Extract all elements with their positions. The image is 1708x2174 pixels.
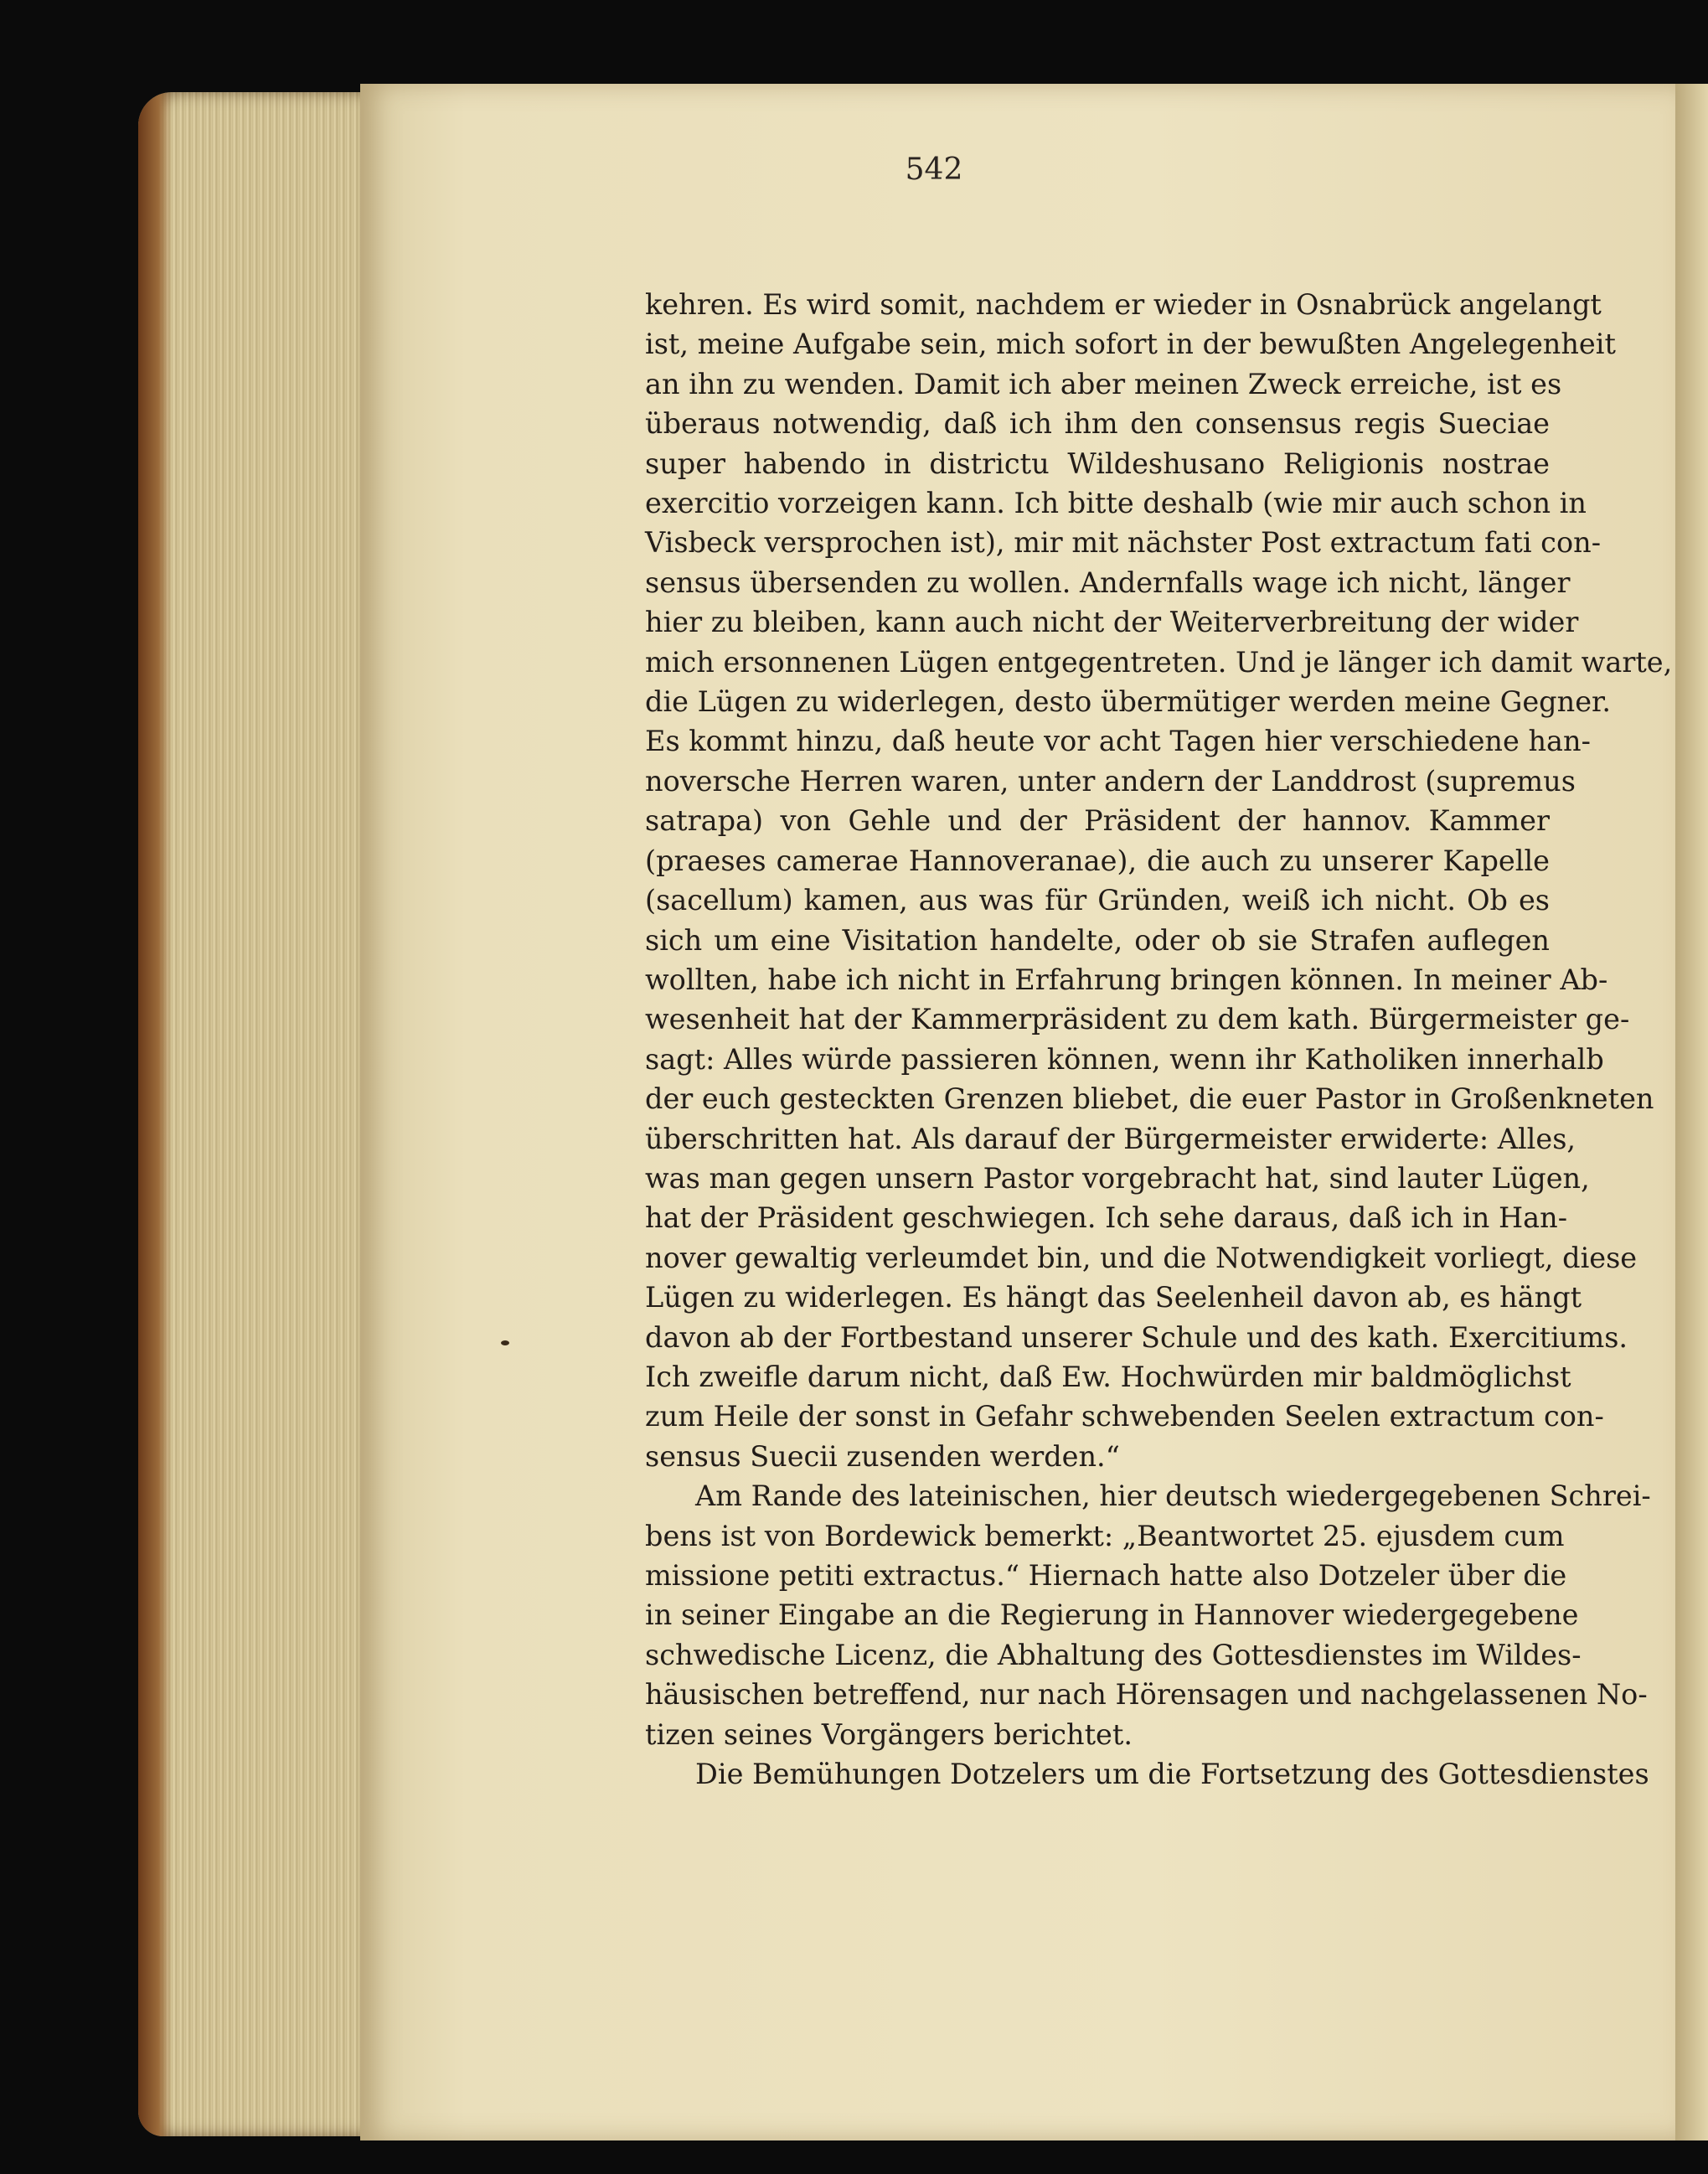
- page-number: 542: [905, 152, 963, 187]
- text-line: sensus Suecii zusenden werden.“: [645, 1439, 1120, 1473]
- text-line: missione petiti extractus.“ Hiernach hatte also Dotzeler über die: [645, 1559, 1567, 1592]
- text-line: hier zu bleiben, kann auch nicht der Weiterverbreitung der wider: [645, 606, 1579, 639]
- text-line: in seiner Eingabe an die Regierung in Hannover wiedergegebene: [645, 1598, 1579, 1632]
- page-text: [645, 285, 1673, 1794]
- text-line: schwedische Licenz, die Abhaltung des Gottesdienstes im Wildes-: [645, 1638, 1582, 1671]
- text-line: sensus übersenden zu wollen. Andernfalls wage ich nicht, länger: [645, 565, 1571, 599]
- text-line: hat der Präsident geschwiegen. Ich sehe daraus, daß ich in Han-: [645, 1201, 1568, 1235]
- text-line: an ihn zu wenden. Damit ich aber meinen Zweck erreiche, ist es: [645, 367, 1562, 400]
- text-line: davon ab der Fortbestand unserer Schule und des kath. Exercitiums.: [645, 1320, 1628, 1354]
- text-line: Am Rande des lateinischen, hier deutsch wiedergegebenen Schrei-: [695, 1479, 1651, 1513]
- text-line: Es kommt hinzu, daß heute vor acht Tagen hier verschiedene han-: [645, 725, 1591, 758]
- text-line: der euch gesteckten Grenzen bliebet, die euer Pastor in Großenkneten: [645, 1082, 1654, 1116]
- text-line: kehren. Es wird somit, nachdem er wieder in Osnabrück angelangt: [645, 288, 1602, 321]
- ink-speck: [501, 1340, 509, 1345]
- text-line: Die Bemühungen Dotzelers um die Fortsetzung des Gottesdienstes: [695, 1758, 1649, 1791]
- text-line: überaus notwendig, daß ich ihm den consensus regis Sueciae: [645, 407, 1550, 441]
- text-line: super habendo in districtu Wildeshusano Religionis nostrae: [645, 447, 1550, 480]
- text-line: satrapa) von Gehle und der Präsident der hannov. Kammer: [645, 804, 1550, 838]
- page-edges: [138, 92, 364, 2136]
- text-line: ist, meine Aufgabe sein, mich sofort in der bewußten Angelegenheit: [645, 328, 1616, 361]
- text-line: sagt: Alles würde passieren können, wenn ihr Katholiken innerhalb: [645, 1042, 1604, 1076]
- text-line: mich ersonnenen Lügen entgegentreten. Und je länger ich damit warte,: [645, 645, 1673, 679]
- text-line: tizen seines Vorgängers berichtet.: [645, 1717, 1133, 1751]
- text-line: Lügen zu widerlegen. Es hängt das Seelenheil davon ab, es hängt: [645, 1281, 1582, 1314]
- text-line: wollten, habe ich nicht in Erfahrung bringen können. In meiner Ab-: [645, 963, 1608, 996]
- book-spine: [138, 92, 172, 2136]
- text-line: noversche Herren waren, unter andern der Landdrost (supremus: [645, 764, 1576, 798]
- text-line: wesenheit hat der Kammerpräsident zu dem kath. Bürgermeister ge-: [645, 1003, 1630, 1036]
- text-line: überschritten hat. Als darauf der Bürgermeister erwiderte: Alles,: [645, 1122, 1576, 1155]
- text-line: nover gewaltig verleumdet bin, und die Notwendigkeit vorliegt, diese: [645, 1241, 1638, 1274]
- text-line: die Lügen zu widerlegen, desto übermütiger werden meine Gegner.: [645, 685, 1612, 719]
- text-line: bens ist von Bordewick bemerkt: „Beantwortet 25. ejusdem cum: [645, 1519, 1565, 1552]
- facing-page-edge: [1673, 84, 1708, 2140]
- text-line: exercitio vorzeigen kann. Ich bitte deshalb (wie mir auch schon in: [645, 487, 1587, 520]
- text-line: (praeses camerae Hannoveranae), die auch zu unserer Kapelle: [645, 844, 1550, 877]
- text-line: sich um eine Visitation handelte, oder ob sie Strafen auflegen: [645, 923, 1550, 957]
- text-line: Ich zweifle darum nicht, daß Ew. Hochwürden mir baldmöglichst: [645, 1360, 1571, 1393]
- text-line: Visbeck versprochen ist), mir mit nächster Post extractum fati con-: [645, 526, 1602, 560]
- text-line: häusischen betreffend, nur nach Hörensagen und nachgelassenen No-: [645, 1678, 1648, 1712]
- text-line: was man gegen unsern Pastor vorgebracht hat, sind lauter Lügen,: [645, 1161, 1590, 1195]
- text-line: (sacellum) kamen, aus was für Gründen, weiß ich nicht. Ob es: [645, 884, 1550, 917]
- text-line: zum Heile der sonst in Gefahr schwebenden Seelen extractum con-: [645, 1400, 1604, 1433]
